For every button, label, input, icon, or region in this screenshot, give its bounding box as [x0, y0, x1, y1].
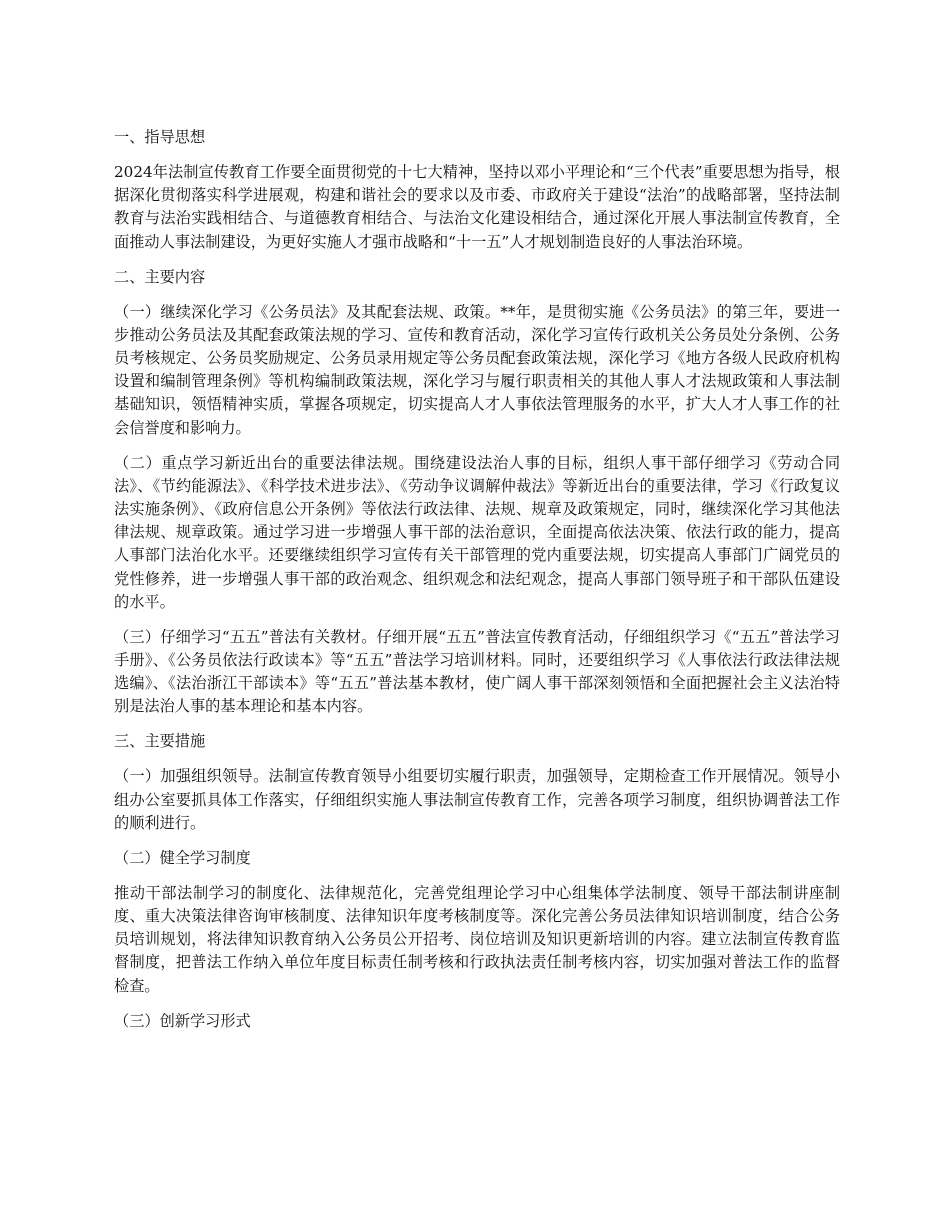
section-heading-guiding-ideology: 一、指导思想 — [114, 128, 206, 146]
paragraph-study-system: 推动干部法制学习的制度化、法律规范化，完善党组理论学习中心组集体学法制度、领导干部法制讲座制度、重大决策法律咨询审核制度、法律知识年度考核制度等。深化完善公务员法律知识培训制度，结合公务员培训规划，将法律知识教育纳入公务员公开招考、岗位培训及知识更新培训的内容。建立法制宣传教育监督制度，把普法工作纳入单位年度目标责任制考核和行政执法责任制考核内容，切实加强对普法工作的监督检查。 — [114, 883, 840, 995]
paragraph-organizational-leadership: （一）加强组织领导。法制宣传教育领导小组要切实履行职责，加强领导，定期检查工作开展情况。领导小组办公室要抓具体工作落实，仔细组织实施人事法制宣传教育工作，完善各项学习制度，组织协调普法工作的顺利进行。 — [114, 767, 840, 832]
document-page — [114, 126, 840, 1045]
subheading-innovate-study-forms: （三）创新学习形式 — [114, 1011, 251, 1030]
paragraph-five-five-materials: （三）仔细学习“五五”普法有关教材。仔细开展“五五”普法宣传教育活动，仔细组织学习《“五五”普法学习手册》、《公务员依法行政读本》等“五五”普法学习培训材料。同时，还要组织学习《人事依法行政法律法规选编》、《法治浙江干部读本》等“五五”普法基本教材，使广阔人事干部深刻领悟和全面把握社会主义法治特别是法治人事的基本理论和基本内容。 — [114, 627, 840, 716]
paragraph-guiding-ideology: 2024年法制宣传教育工作要全面贯彻党的十七大精神，坚持以邓小平理论和“三个代表”重要思想为指导，根据深化贯彻落实科学进展观，构建和谐社会的要求以及市委、市政府关于建设“法治”的战略部署，坚持法制教育与法治实践相结合、与道德教育相结合、与法治文化建设相结合，通过深化开展人事法制宣传教育，全面推动人事法制建设，为更好实施人才强市战略和“十一五”人才规划制造良好的人事法治环境。 — [114, 163, 840, 251]
section-heading-main-content: 二、主要内容 — [114, 267, 206, 286]
section-heading-main-measures: 三、主要措施 — [114, 732, 206, 751]
subheading-study-system: （二）健全学习制度 — [114, 848, 251, 867]
paragraph-civil-servant-law: （一）继续深化学习《公务员法》及其配套法规、政策。**年，是贯彻实施《公务员法》的第三年，要进一步推动公务员法及其配套政策法规的学习、宣传和教育活动，深化学习宣传行政机关公务员处分条例、公务员考核规定、公务员奖励规定、公务员录用规定等公务员配套政策法规，深化学习《地方各级人民政府机构设置和编制管理条例》等机构编制政策法规，深化学习与履行职责相关的其他人事人才法规政策和人事法制基础知识，领悟精神实质，掌握各项规定，切实提高人才人事依法管理服务的水平，扩大人才人事工作的社会信誉度和影响力。 — [114, 302, 840, 437]
paragraph-new-laws: （二）重点学习新近出台的重要法律法规。围绕建设法治人事的目标，组织人事干部仔细学习《劳动合同法》、《节约能源法》、《科学技术进步法》、《劳动争议调解仲裁法》等新近出台的重要法律，学习《行政复议法实施条例》、《政府信息公开条例》等依法行政法律、法规、规章及政策规定，同时，继续深化学习其他法律法规、规章政策。通过学习进一步增强人事干部的法治意识，全面提高依法决策、依法行政的能力，提高人事部门法治化水平。还要继续组织学习宣传有关干部管理的党内重要法规，切实提高人事部门广阔党员的党性修养，进一步增强人事干部的政治观念、组织观念和法纪观念，提高人事部门领导班子和干部队伍建设的水平。 — [114, 453, 840, 611]
